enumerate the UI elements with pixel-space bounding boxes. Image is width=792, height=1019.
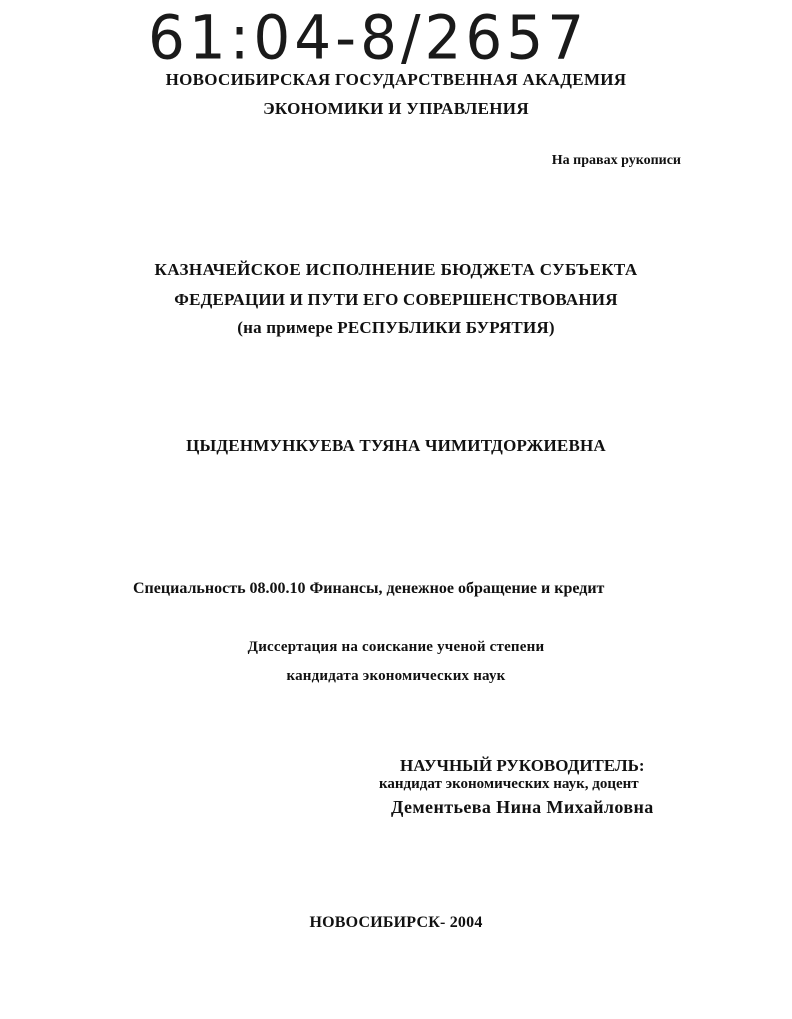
specialty: Специальность 08.00.10 Финансы, денежное обращение и кредит	[133, 580, 605, 597]
rights-note: На правах рукописи	[551, 153, 681, 168]
author-name: ЦЫДЕНМУНКУЕВА ТУЯНА ЧИМИТДОРЖИЕВНА	[186, 436, 606, 455]
degree-statement-line-1: Диссертация на соискание ученой степени	[247, 639, 545, 655]
academy-name-line-1: НОВОСИБИРСКАЯ ГОСУДАРСТВЕННАЯ АКАДЕМИЯ	[165, 70, 627, 89]
dissertation-title-line-1: КАЗНАЧЕЙСКОЕ ИСПОЛНЕНИЕ БЮДЖЕТА СУБЪЕКТА	[154, 260, 638, 279]
degree-statement-line-2: кандидата экономических наук	[286, 668, 506, 684]
supervisor-name: Дементьева Нина Михайловна	[391, 797, 654, 817]
supervisor-heading: НАУЧНЫЙ РУКОВОДИТЕЛЬ:	[400, 756, 645, 775]
dissertation-title-line-3: (на примере РЕСПУБЛИКИ БУРЯТИЯ)	[237, 318, 555, 337]
handwritten-archive-number: 61:04-8/2657	[148, 2, 589, 74]
city-year: НОВОСИБИРСК- 2004	[309, 914, 483, 931]
dissertation-title-line-2: ФЕДЕРАЦИИ И ПУТИ ЕГО СОВЕРШЕНСТВОВАНИЯ	[174, 290, 618, 309]
academy-name-line-2: ЭКОНОМИКИ И УПРАВЛЕНИЯ	[263, 99, 529, 118]
supervisor-degree: кандидат экономических наук, доцент	[379, 776, 639, 792]
